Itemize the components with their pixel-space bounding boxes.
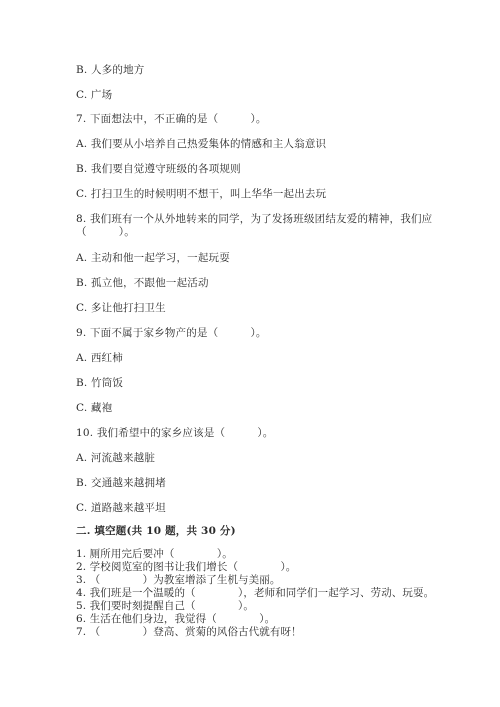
question-9-stem: 9. 下面不属于家乡物产的是（ ）。 [76, 327, 267, 339]
question-10-option-b: B. 交通越来越拥堵 [76, 477, 166, 489]
question-7-option-c: C. 打扫卫生的时候明明不想干，叫上华华一起出去玩 [76, 188, 327, 200]
fill-item-6: 6. 生活在他们身边，我觉得（ ）。 [76, 613, 276, 625]
question-8-option-c: C. 多让他打扫卫生 [76, 302, 166, 314]
question-9-option-c: C. 藏袍 [76, 402, 113, 414]
section-heading-fill-in: 二. 填空题(共 10 题，共 30 分) [76, 525, 236, 537]
fill-item-2: 2. 学校阅览室的图书让我们增长（ ）。 [76, 561, 297, 573]
prev-option-b: B. 人多的地方 [76, 64, 145, 76]
question-7-option-b: B. 我们要自觉遵守班级的各项规则 [76, 163, 241, 175]
question-8-option-b: B. 孤立他，不跟他一起活动 [76, 277, 209, 289]
fill-item-7: 7. （ ）登高、赏菊的风俗古代就有呀！ [76, 626, 302, 638]
question-9-option-a: A. 西红柿 [76, 352, 123, 364]
question-8-stem-line2: （ ）。 [76, 226, 135, 238]
question-8-stem-line1: 8. 我们班有一个从外地转来的同学，为了发扬班级团结友爱的精神，我们应 [76, 213, 433, 225]
fill-item-1: 1. 厕所用完后要冲（ ）。 [76, 548, 233, 560]
fill-item-3: 3. （ ）为教室增添了生机与美丽。 [76, 574, 281, 586]
question-9-option-b: B. 竹筒饭 [76, 377, 124, 389]
question-8-option-a: A. 主动和他一起学习，一起玩耍 [76, 252, 230, 264]
question-10-option-c: C. 道路越来越平坦 [76, 502, 166, 514]
question-7-stem: 7. 下面想法中，不正确的是（ ）。 [76, 113, 267, 125]
question-10-stem: 10. 我们希望中的家乡应该是（ ）。 [76, 427, 274, 439]
fill-item-4: 4. 我们班是一个温暖的（ ），老师和同学们一起学习、劳动、玩耍。 [76, 587, 435, 599]
prev-option-c: C. 广场 [76, 89, 113, 101]
question-10-option-a: A. 河流越来越脏 [76, 452, 156, 464]
question-7-option-a: A. 我们要从小培养自己热爱集体的情感和主人翁意识 [76, 138, 327, 150]
fill-item-5: 5. 我们要时刻提醒自己（ ）。 [76, 600, 255, 612]
